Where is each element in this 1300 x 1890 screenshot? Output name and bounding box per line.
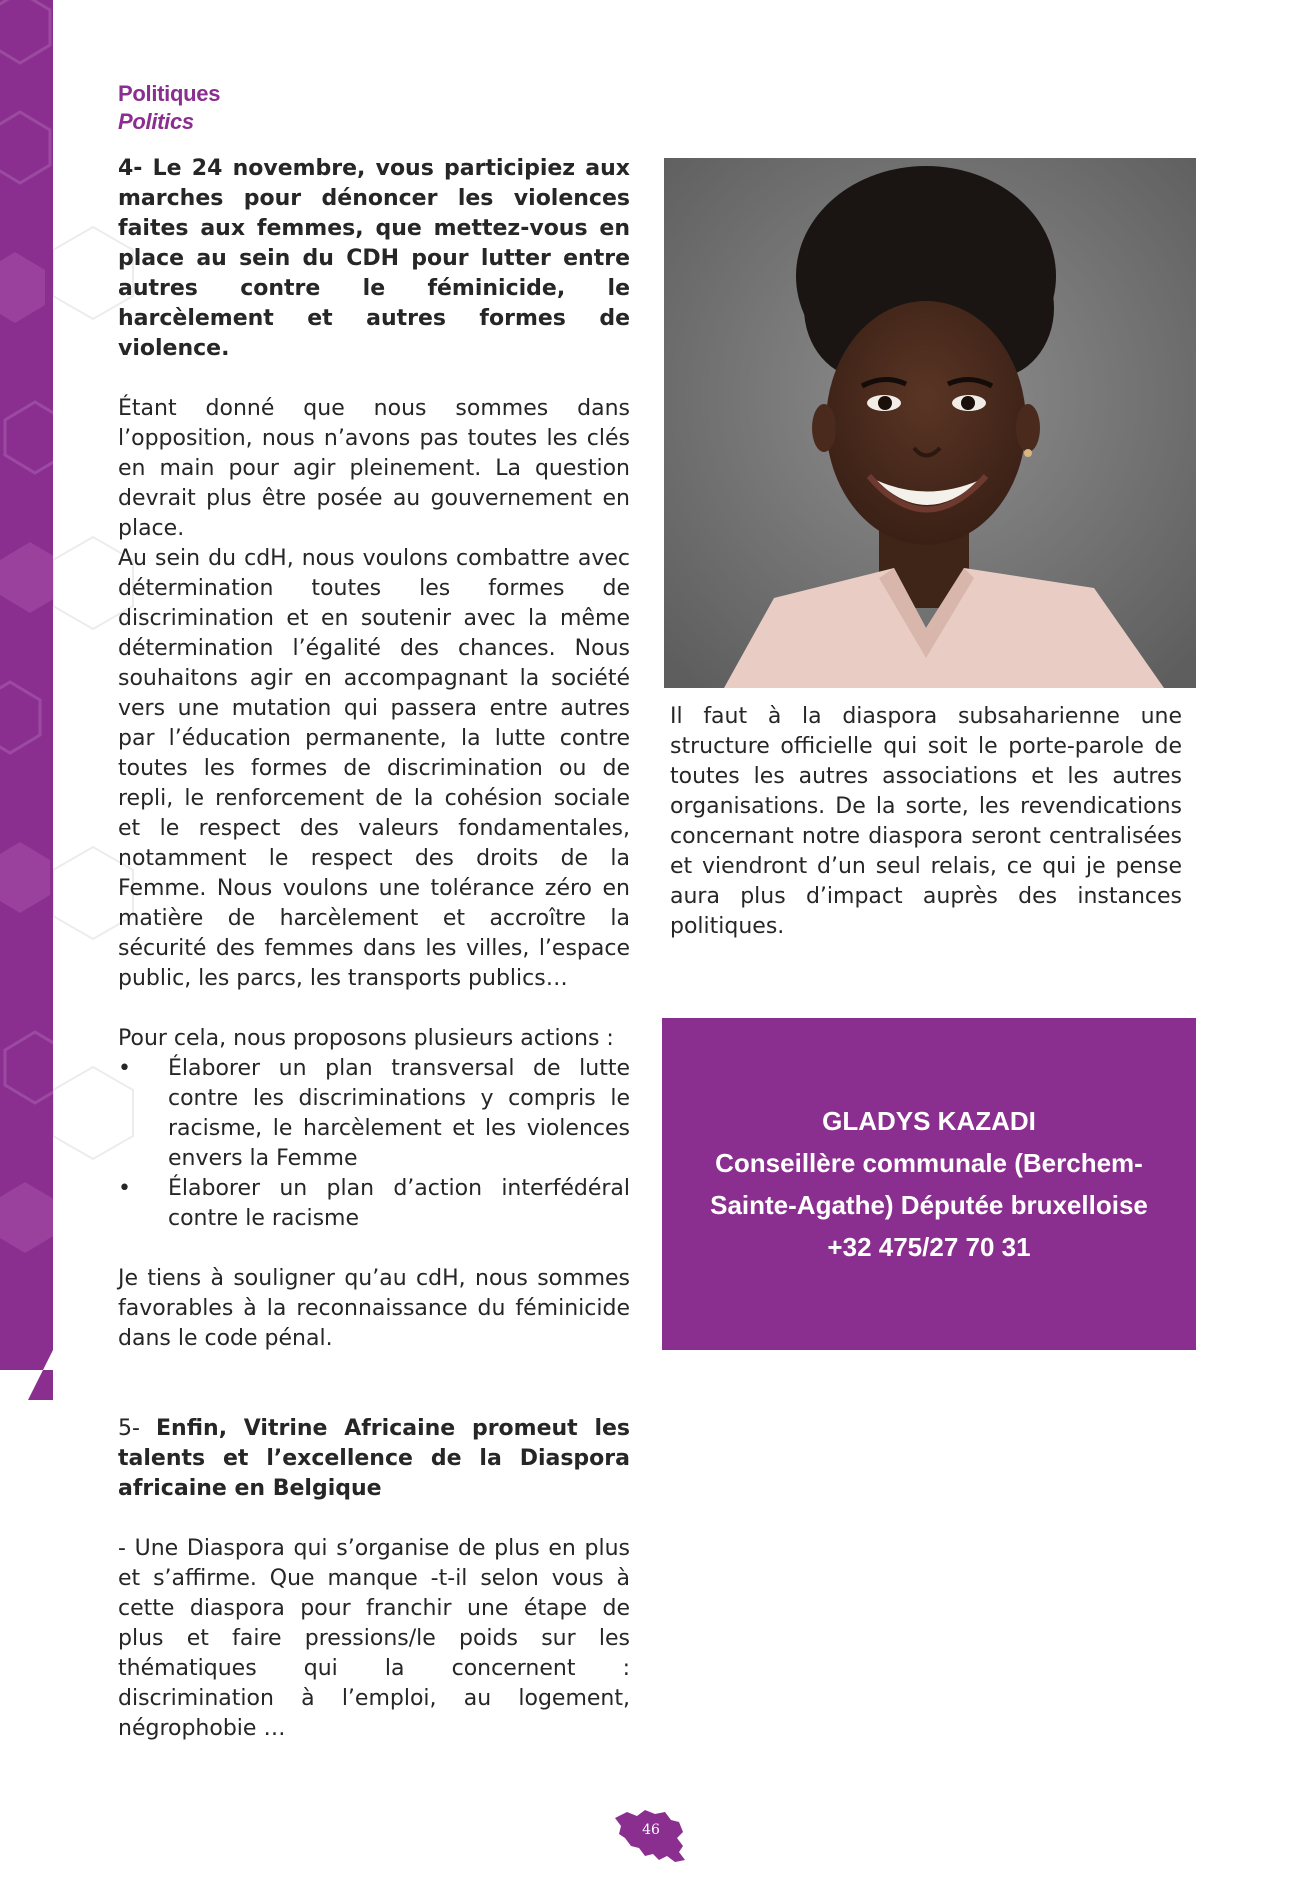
- side-decorative-band: [0, 0, 53, 1400]
- article-left-column: [118, 154, 630, 1744]
- contact-title: Conseillère communale (Berchem-Sainte-Agathe) Députée bruxelloise: [710, 1148, 1148, 1220]
- section-title-french: Politiques: [118, 81, 221, 106]
- answer-5: - Une Diaspora qui s’organise de plus en plus et s’affirme. Que manque -t-il selon vous à cette diaspora pour franchir une étape de plus et faire pressions/le poids sur les thématiques qui la concernent : discrimination à l’emploi, au logement, négrophobie …: [118, 1536, 630, 1741]
- contact-phone: +32 475/27 70 31: [827, 1232, 1031, 1262]
- section-title-english: Politics: [118, 109, 194, 134]
- contact-name: GLADYS KAZADI: [822, 1106, 1036, 1136]
- contact-box: [662, 1018, 1196, 1350]
- portrait-photo: [664, 158, 1196, 688]
- bullet-icon: •: [118, 1176, 131, 1201]
- list-item-text: Élaborer un plan d’action interfédéral contre le racisme: [168, 1176, 630, 1231]
- question-4: 4- Le 24 novembre, vous participiez aux marches pour dénoncer les violences faites aux femmes, que mettez-vous en place au sein du CDH pour lutter entre autres contre le féminicide, le harcèlement et autres formes de violence.: [118, 156, 630, 361]
- answer-4-paragraph-2: Au sein du cdH, nous voulons combattre avec détermination toutes les formes de discrimination et en soutenir avec la même détermination l’égalité des chances. Nous souhaitons agir en accompagnant la société vers une mutation qui passera entre autres par l’éducation permanente, la lutte contre toutes les formes de discrimination ou de repli, le renforcement de la cohésion sociale et le respect des valeurs fondamentales, notamment le respect des droits de la Femme. Nous voulons une tolérance zéro en matière de harcèlement et accroître la sécurité des femmes dans les villes, l’espace public, les parcs, les transports publics…: [118, 546, 630, 991]
- bullet-icon: •: [118, 1056, 131, 1081]
- list-item: [118, 1174, 630, 1234]
- list-item-text: Élaborer un plan transversal de lutte contre les discriminations y compris le racisme, le harcèlement et les violences envers la Femme: [168, 1056, 630, 1171]
- photo-caption: [670, 702, 1182, 942]
- photo-caption-text: Il faut à la diaspora subsaharienne une structure officielle qui soit le porte-parole de toutes les autres associations et les autres organisations. De la sorte, les revendications concernant notre diaspora seront centralisées et viendront d’un seul relais, ce qui je pense aura plus d’impact auprès des instances politiques.: [670, 704, 1182, 939]
- question-5-prefix: 5-: [118, 1416, 157, 1441]
- actions-list: [118, 1054, 630, 1234]
- hexagon-pattern: [0, 0, 53, 1400]
- section-header: [118, 80, 220, 136]
- answer-4-paragraph-4: Je tiens à souligner qu’au cdH, nous sommes favorables à la reconnaissance du féminicide dans le code pénal.: [118, 1266, 630, 1351]
- question-5: [118, 1414, 630, 1504]
- question-5-bold: Enfin, Vitrine Africaine promeut les talents et l’excellence de la Diaspora africaine en Belgique: [118, 1416, 630, 1501]
- answer-4-paragraph-3: Pour cela, nous proposons plusieurs actions :: [118, 1026, 614, 1051]
- portrait-illustration: [664, 158, 1196, 688]
- page-number: 46: [642, 1822, 660, 1838]
- answer-4-paragraph-1: Étant donné que nous sommes dans l’opposition, nous n’avons pas toutes les clés en main pour agir pleinement. La question devrait plus être posée au gouvernement en place.: [118, 396, 630, 541]
- list-item: [118, 1054, 630, 1174]
